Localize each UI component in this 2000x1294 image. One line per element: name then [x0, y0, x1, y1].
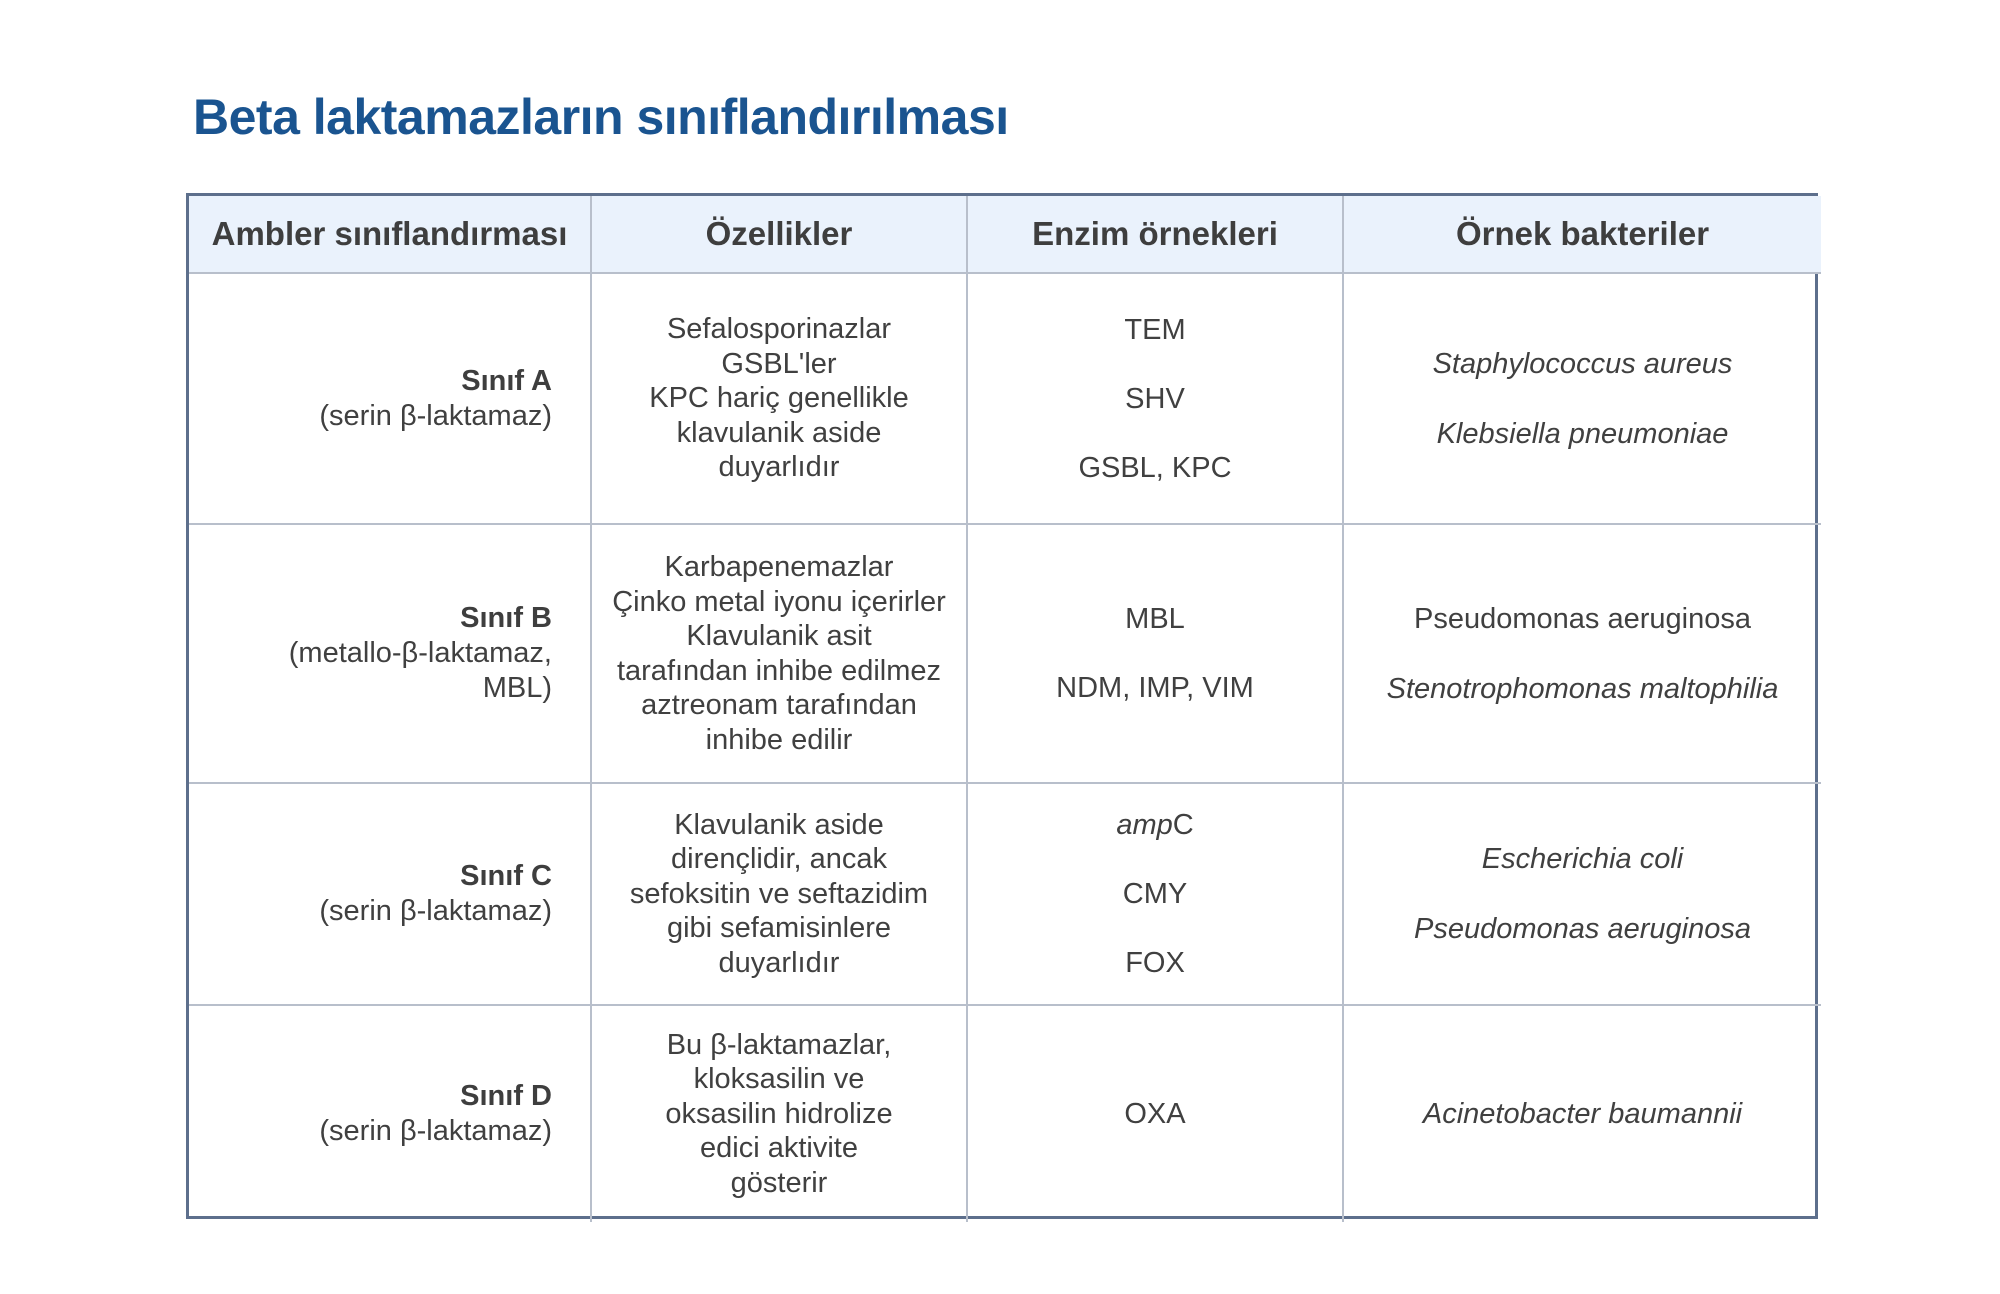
enzyme-example — [978, 808, 1332, 842]
header-enzymes: Enzim örnekleri — [967, 196, 1343, 273]
table-row-class-a — [189, 273, 1821, 524]
feature-line: GSBL'ler — [721, 347, 837, 380]
enzyme-example: FOX — [1125, 947, 1185, 979]
enzymes-cell — [967, 273, 1343, 524]
class-name: Sınıf D — [460, 1080, 552, 1112]
class-cell — [189, 1005, 591, 1222]
feature-line: klavulanik aside — [676, 416, 882, 449]
enzymes-cell — [967, 783, 1343, 1005]
bacteria-example: Acinetobacter baumannii — [1422, 1098, 1743, 1130]
feature-line: gibi sefamisinlere — [666, 912, 892, 945]
class-subtitle: (metallo-β-laktamaz, — [288, 637, 552, 669]
class-cell — [189, 783, 591, 1005]
class-subtitle: (serin β-laktamaz) — [319, 1115, 552, 1147]
feature-line: gösterir — [730, 1166, 828, 1199]
feature-line: Sefalosporinazlar — [666, 313, 892, 346]
enzyme-example: CMY — [1122, 878, 1188, 910]
feature-line: Karbapenemazlar — [664, 551, 894, 583]
enzymes-cell — [967, 524, 1343, 783]
enzyme-ampc-italic: amp — [1116, 809, 1173, 841]
page-title: Beta laktamazların sınıflandırılması — [193, 89, 1009, 145]
bacteria-example: Pseudomonas aeruginosa — [1414, 602, 1751, 635]
enzyme-ampc-rest: C — [1172, 809, 1194, 841]
table-row-class-d — [189, 1005, 1821, 1222]
feature-line: sefoksitin ve seftazidim — [629, 877, 929, 910]
enzyme-example: TEM — [1124, 313, 1186, 346]
feature-line: Bu β-laktamazlar, — [666, 1028, 892, 1061]
table-header-row — [189, 196, 1821, 273]
feature-line: Klavulanik asit — [686, 620, 872, 652]
feature-line: aztreonam tarafından — [641, 689, 917, 721]
class-subtitle: MBL) — [482, 672, 552, 704]
enzyme-example: NDM, IMP, VIM — [1056, 672, 1254, 704]
feature-line: dirençlidir, ancak — [671, 843, 887, 876]
bacteria-cell — [1343, 783, 1821, 1005]
class-name: Sınıf A — [461, 364, 552, 397]
features-cell — [591, 273, 967, 524]
bacteria-example: Escherichia coli — [1481, 843, 1684, 875]
bacteria-example: Stenotrophomonas maltophilia — [1386, 672, 1779, 705]
class-name: Sınıf C — [460, 860, 552, 892]
enzyme-example: GSBL, KPC — [1078, 451, 1232, 484]
class-subtitle: (serin β-laktamaz) — [319, 895, 552, 927]
enzyme-example: OXA — [1124, 1098, 1186, 1130]
bacteria-cell — [1343, 524, 1821, 783]
table-row-class-b — [189, 524, 1821, 783]
bacteria-cell — [1343, 1005, 1821, 1222]
feature-line: oksasilin hidrolize — [665, 1097, 893, 1130]
bacteria-cell — [1343, 273, 1821, 524]
beta-lactamase-table — [189, 196, 1821, 1222]
features-cell — [591, 783, 967, 1005]
feature-line: Çinko metal iyonu içerirler — [612, 585, 946, 618]
classification-table — [186, 193, 1818, 1219]
enzyme-example: SHV — [1125, 382, 1185, 415]
header-bacteria: Örnek bakteriler — [1343, 196, 1821, 273]
header-ambler: Ambler sınıflandırması — [189, 196, 591, 273]
feature-line: tarafından inhibe edilmez — [616, 654, 942, 687]
class-cell — [189, 524, 591, 783]
enzymes-cell — [967, 1005, 1343, 1222]
header-features: Özellikler — [591, 196, 967, 273]
bacteria-example: Pseudomonas aeruginosa — [1414, 913, 1751, 945]
bacteria-example: Klebsiella pneumoniae — [1436, 417, 1729, 450]
class-cell — [189, 273, 591, 524]
features-cell — [591, 1005, 967, 1222]
table-row-class-c — [189, 783, 1821, 1005]
bacteria-example: Staphylococcus aureus — [1432, 347, 1733, 380]
feature-line: duyarlıdır — [718, 451, 840, 484]
feature-line: duyarlıdır — [718, 946, 840, 979]
feature-line: Klavulanik aside — [674, 808, 884, 841]
feature-line: inhibe edilir — [705, 723, 853, 756]
features-cell — [591, 524, 967, 783]
class-subtitle: (serin β-laktamaz) — [319, 399, 552, 432]
feature-line: kloksasilin ve — [693, 1063, 865, 1096]
feature-line: KPC hariç genellikle — [649, 382, 909, 415]
enzyme-example: MBL — [1125, 603, 1185, 635]
class-name: Sınıf B — [460, 602, 552, 634]
feature-line: edici aktivite — [700, 1132, 858, 1165]
